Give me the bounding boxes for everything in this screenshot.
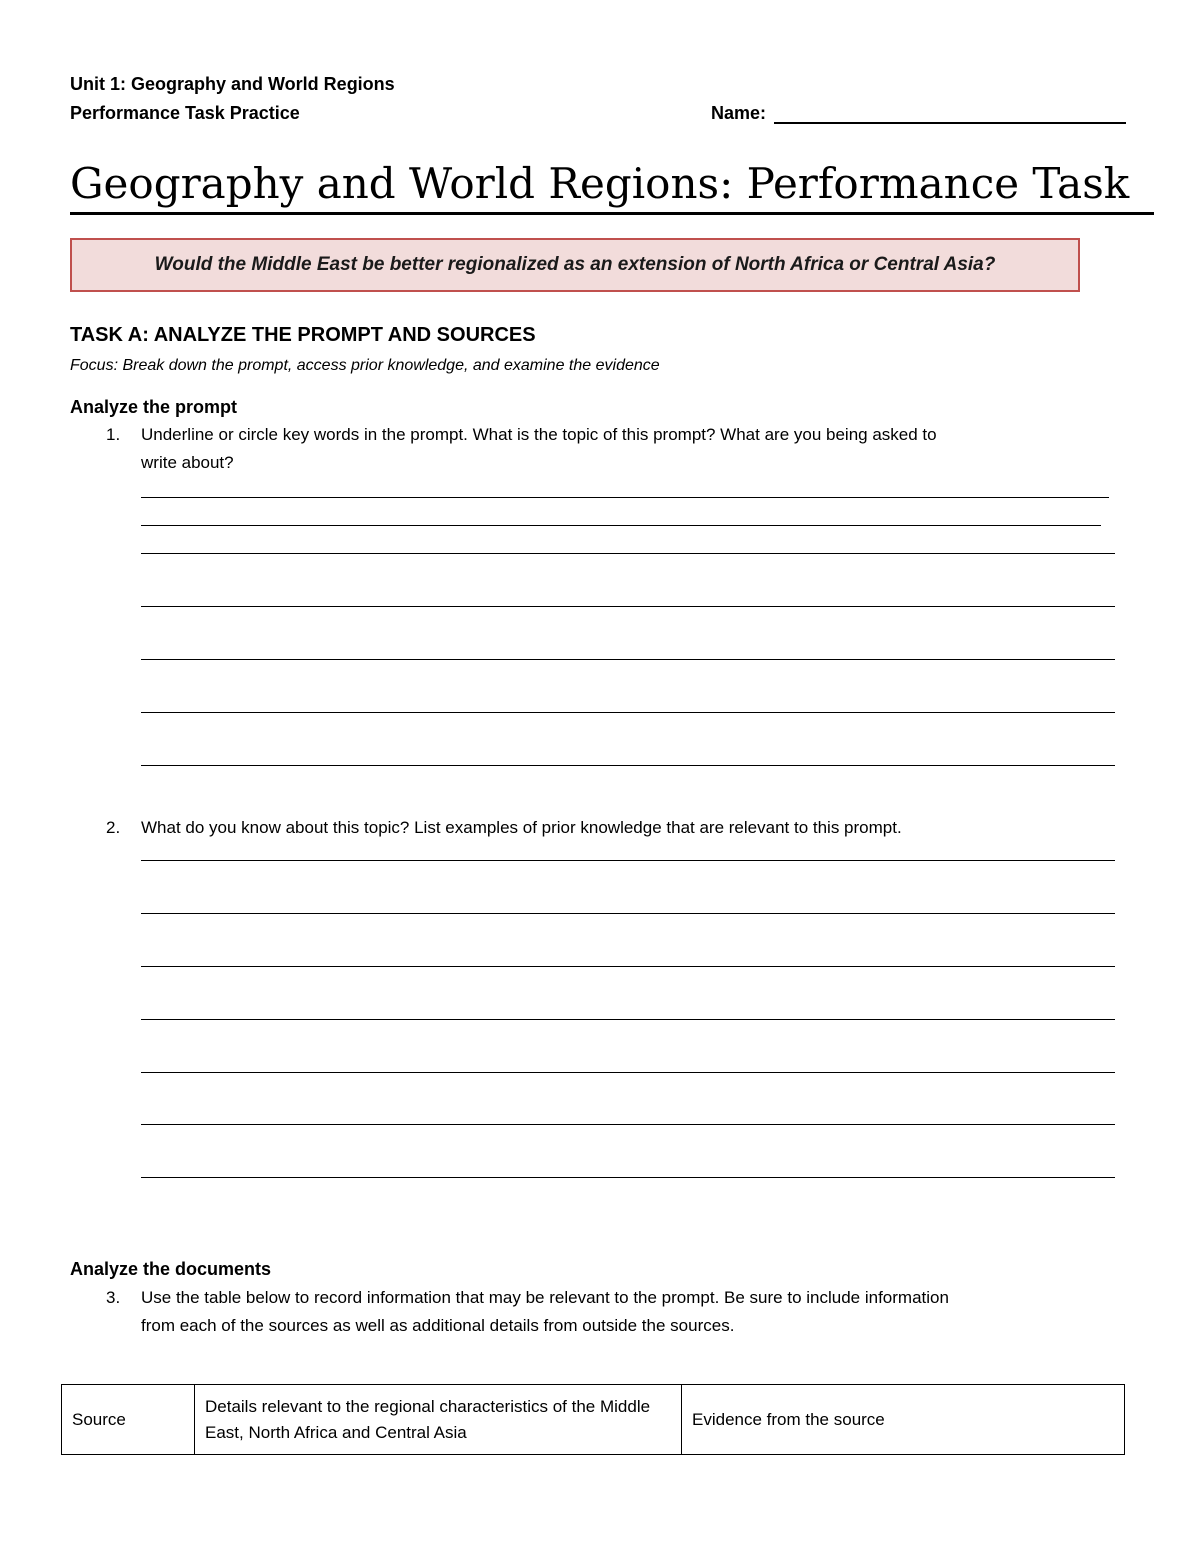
answer-line[interactable] [141,497,1101,498]
question-2-line-1: What do you know about this topic? List examples of prior knowledge that are relevant to this prompt. [141,818,902,837]
table-header-row [62,1385,1125,1455]
name-field[interactable] [711,102,1126,124]
answer-line[interactable] [141,553,1115,554]
task-a-heading: TASK A: ANALYZE THE PROMPT AND SOURCES [70,324,536,346]
question-1-line-2: write about? [141,453,234,472]
answer-line[interactable] [141,765,1115,766]
name-label: Name: [711,103,767,123]
page-title: Geography and World Regions: Performance Task [70,158,1154,215]
analyze-prompt-heading: Analyze the prompt [70,397,238,417]
worksheet-subtitle: Performance Task Practice [70,103,300,123]
analyze-documents-heading: Analyze the documents [70,1259,272,1279]
task-a-focus: Focus: Break down the prompt, access prior knowledge, and examine the evidence [70,357,660,374]
table-header-details: Details relevant to the regional characteristics of the Middle East, North Africa and Central Asia [195,1385,682,1455]
answer-line[interactable] [141,525,1101,526]
name-blank-line[interactable] [774,106,1126,124]
unit-label: Unit 1: Geography and World Regions [70,74,395,94]
table-header-source: Source [62,1385,195,1455]
answer-line[interactable] [141,659,1115,660]
answer-line[interactable] [141,1019,1115,1020]
answer-line[interactable] [141,1072,1115,1073]
question-3-line-2: from each of the sources as well as additional details from outside the sources. [141,1316,735,1335]
table-header-evidence: Evidence from the source [682,1385,1125,1455]
answer-line[interactable] [141,860,1115,861]
answer-line[interactable] [141,606,1115,607]
question-1-number: 1. [106,425,121,444]
answer-line[interactable] [141,1177,1115,1178]
answer-line-fragment [1100,497,1109,498]
prompt-text: Would the Middle East be better regionalized as an extension of North Africa or Central Asia? [154,254,996,275]
answer-line[interactable] [141,913,1115,914]
answer-line[interactable] [141,1124,1115,1125]
question-2-number: 2. [106,818,121,837]
question-1-line-1: Underline or circle key words in the prompt. What is the topic of this prompt? What are you being asked to [141,425,937,444]
answer-line[interactable] [141,712,1115,713]
prompt-box [70,238,1080,292]
answer-line[interactable] [141,966,1115,967]
source-table [61,1384,1125,1455]
question-3-line-1: Use the table below to record information that may be relevant to the prompt. Be sure to include information [141,1288,949,1307]
question-3-number: 3. [106,1288,121,1307]
